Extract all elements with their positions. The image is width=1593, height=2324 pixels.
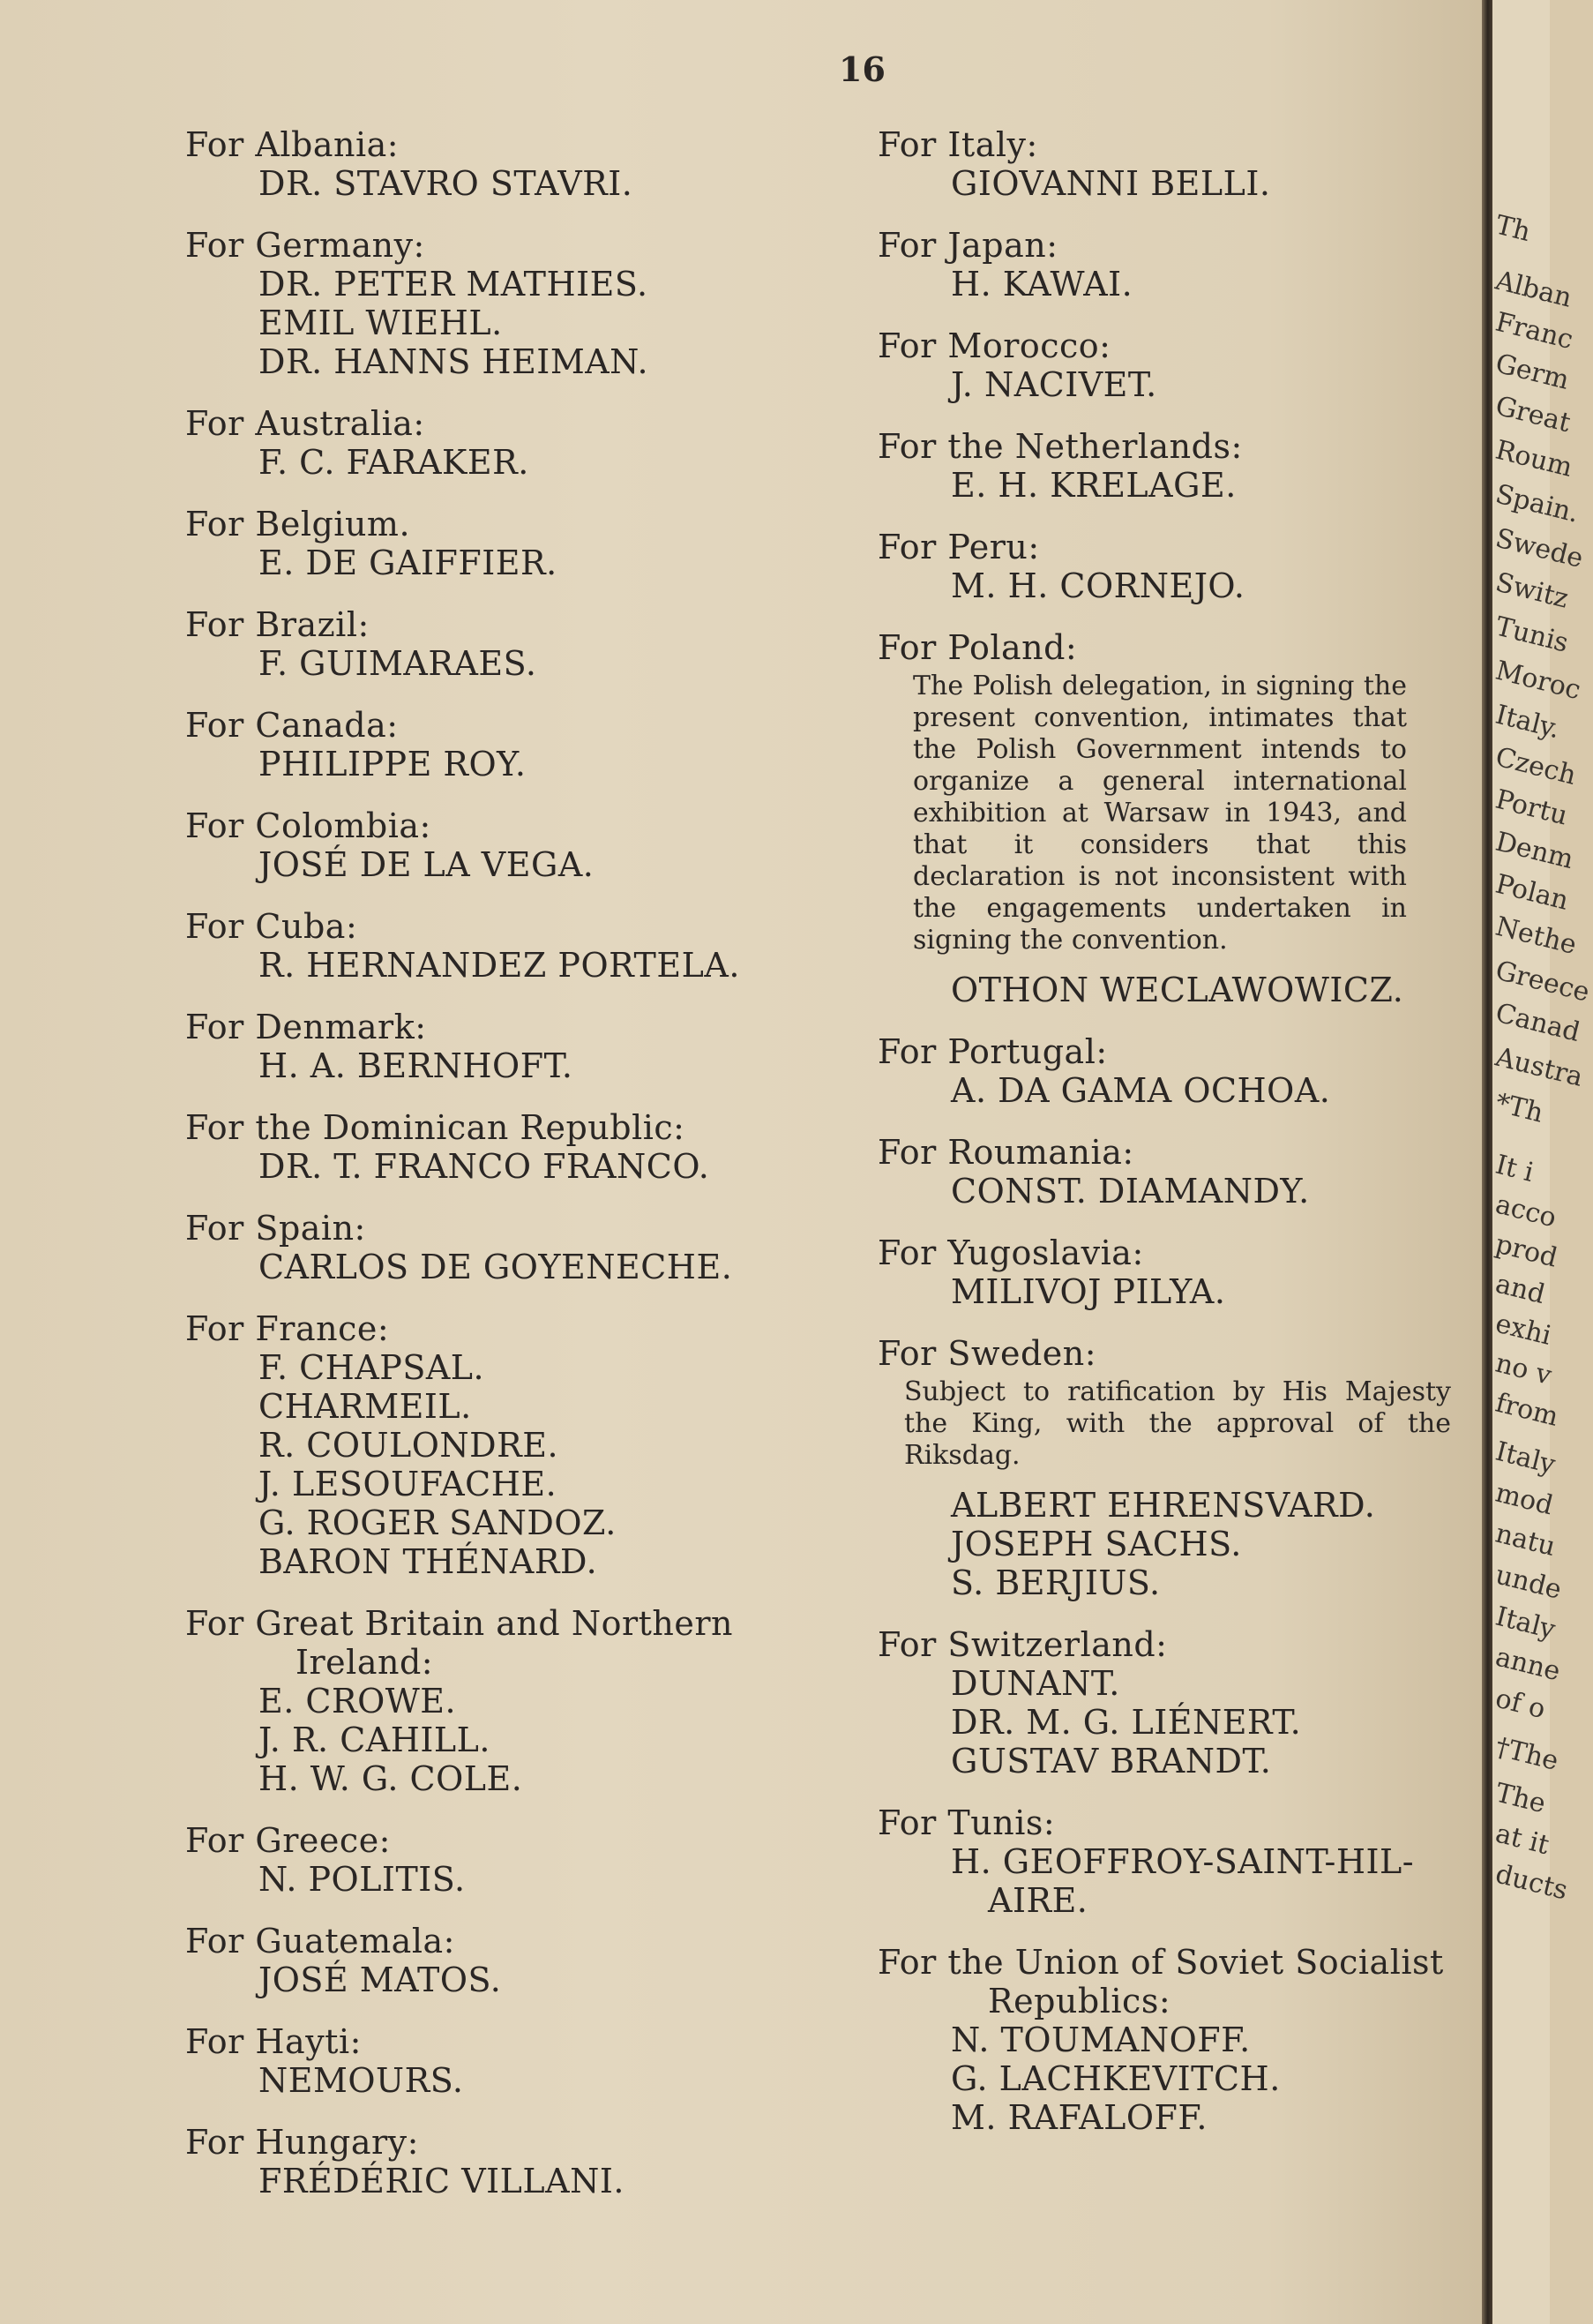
country-heading-continued: Ireland:	[295, 1643, 434, 1682]
signatory-name: DR. PETER MATHIES.	[258, 265, 648, 304]
country-heading: For the Dominican Republic:	[185, 1108, 685, 1147]
signatory-entry	[878, 1625, 1477, 1780]
signatory-name: JOSÉ MATOS.	[258, 1960, 502, 1999]
adjacent-page-text-fragment: Italy	[1492, 1601, 1559, 1646]
country-heading: For Morocco:	[878, 326, 1111, 365]
adjacent-page-text-fragment: at it	[1492, 1818, 1552, 1862]
right-signature-column	[878, 125, 1477, 2160]
country-heading: For Denmark:	[185, 1008, 427, 1046]
adjacent-page-text-fragment: Moroc	[1492, 655, 1584, 707]
signatory-entry	[878, 125, 1477, 203]
signatory-name: FRÉDÉRIC VILLANI.	[258, 2162, 624, 2200]
signatory-name: G. ROGER SANDOZ.	[258, 1503, 617, 1542]
adjacent-page-text-fragment: anne	[1492, 1641, 1564, 1688]
adjacent-page-text-fragment: *Th	[1492, 1087, 1547, 1129]
signatory-name: GIOVANNI BELLI.	[951, 164, 1271, 203]
signatory-entry	[878, 1803, 1477, 1920]
signatory-name: S. BERJIUS.	[951, 1563, 1161, 1602]
signatory-name: DR. STAVRO STAVRI.	[258, 164, 633, 203]
signatory-name: G. LACHKEVITCH.	[951, 2059, 1281, 2098]
signatory-name: E. H. KRELAGE.	[951, 466, 1237, 505]
adjacent-page-text-fragment: prod	[1492, 1228, 1561, 1274]
signatory-entry	[185, 505, 873, 582]
signatory-name: CONST. DIAMANDY.	[951, 1172, 1310, 1211]
adjacent-page-text-fragment: exhi	[1492, 1308, 1555, 1352]
adjacent-page-text-fragment: Austra	[1492, 1041, 1587, 1093]
adjacent-page-text-fragment: Great	[1492, 390, 1574, 439]
adjacent-page-text-fragment: and	[1492, 1268, 1549, 1311]
adjacent-page-text-fragment: mod	[1492, 1477, 1557, 1522]
country-heading: For Roumania:	[878, 1133, 1134, 1172]
signatory-name: CARLOS DE GOYENECHE.	[258, 1248, 733, 1286]
country-heading: For Japan:	[878, 226, 1058, 265]
signatory-entry	[185, 1309, 873, 1581]
signatory-entry	[185, 125, 873, 203]
signatory-entry	[185, 1008, 873, 1085]
country-heading: For Australia:	[185, 404, 425, 443]
signatory-entry	[185, 706, 873, 783]
signatory-name: DR. HANNS HEIMAN.	[258, 342, 649, 381]
signatory-name: OTHON WECLAWOWICZ.	[951, 971, 1404, 1009]
signatory-name: R. COULONDRE.	[258, 1426, 559, 1465]
signatory-name: AIRE.	[988, 1881, 1088, 1920]
adjacent-page-text-fragment: It i	[1492, 1149, 1537, 1188]
signatory-entry	[878, 528, 1477, 605]
signatory-name: CHARMEIL.	[258, 1387, 472, 1426]
signatory-entry	[878, 1943, 1477, 2137]
adjacent-page-text-fragment: Italy.	[1492, 699, 1564, 746]
signatory-entry	[878, 1334, 1477, 1602]
adjacent-page-text-fragment: †The	[1492, 1731, 1562, 1777]
country-heading: For Tunis:	[878, 1803, 1056, 1842]
signatory-name: JOSEPH SACHS.	[951, 1525, 1242, 1563]
adjacent-page-text-fragment: Spain.	[1492, 478, 1582, 529]
signatory-entry	[185, 1922, 873, 1999]
adjacent-page-text-fragment: Roum	[1492, 434, 1576, 484]
country-heading: For Poland:	[878, 628, 1078, 667]
adjacent-page-text-fragment: unde	[1492, 1559, 1565, 1606]
signatory-name: E. CROWE.	[258, 1682, 457, 1721]
country-heading: For Canada:	[185, 706, 399, 745]
country-heading: For Albania:	[185, 125, 400, 164]
signatory-entry	[185, 1209, 873, 1286]
signatory-name: PHILIPPE ROY.	[258, 745, 527, 783]
signatory-entry	[185, 907, 873, 985]
signatory-name: H. KAWAI.	[951, 265, 1133, 304]
left-signature-column	[185, 125, 873, 2223]
signatory-name: F. CHAPSAL.	[258, 1348, 485, 1387]
adjacent-page-text-fragment: no v	[1492, 1347, 1555, 1391]
adjacent-page-text-fragment: Alban	[1492, 265, 1575, 314]
adjacent-page-text-fragment: Th	[1492, 209, 1534, 249]
adjacent-page-text-fragment: Polan	[1492, 868, 1572, 917]
country-heading: For Spain:	[185, 1209, 366, 1248]
signatory-name: R. HERNANDEZ PORTELA.	[258, 946, 740, 985]
signatory-name: J. LESOUFACHE.	[258, 1465, 557, 1503]
country-heading: For Brazil:	[185, 605, 370, 644]
signatory-name: GUSTAV BRANDT.	[951, 1742, 1272, 1780]
adjacent-page-text-fragment: Czech	[1492, 741, 1580, 791]
country-heading: For Italy:	[878, 125, 1038, 164]
signatory-entry	[878, 226, 1477, 304]
country-heading: For the Netherlands:	[878, 427, 1243, 466]
signatory-entry	[878, 628, 1477, 1009]
country-heading: For Germany:	[185, 226, 425, 265]
signatory-name: DUNANT.	[951, 1664, 1120, 1703]
signatory-name: H. GEOFFROY-SAINT-HIL-	[951, 1842, 1415, 1881]
adjacent-page-text-fragment: acco	[1492, 1188, 1559, 1234]
signatory-entry	[185, 1108, 873, 1186]
adjacent-page-text-fragment: natu	[1492, 1518, 1559, 1563]
adjacent-page-text-fragment: Denm	[1492, 826, 1577, 876]
signatory-name: F. GUIMARAES.	[258, 644, 537, 683]
signatory-entry	[878, 1032, 1477, 1110]
country-heading: For Portugal:	[878, 1032, 1108, 1071]
signatory-name: ALBERT EHRENSVARD.	[951, 1486, 1376, 1525]
adjacent-page-edge	[1492, 0, 1593, 2324]
signatory-name: J. NACIVET.	[951, 365, 1157, 404]
signatory-entry	[185, 1604, 873, 1798]
adjacent-page-text-fragment: of o	[1492, 1683, 1549, 1726]
page-number: 16	[839, 49, 886, 89]
signatory-name: EMIL WIEHL.	[258, 304, 503, 342]
adjacent-page-text-fragment: from	[1492, 1387, 1562, 1433]
adjacent-page-text-fragment: Portu	[1492, 783, 1571, 832]
country-heading: For Yugoslavia:	[878, 1233, 1144, 1272]
signatory-entry	[185, 605, 873, 683]
adjacent-page-text-fragment: Italy	[1492, 1436, 1559, 1481]
signatory-name: J. R. CAHILL.	[258, 1721, 490, 1759]
adjacent-page-text-fragment: Tunis	[1492, 611, 1572, 659]
signatory-entry	[185, 2022, 873, 2100]
signatory-name: M. RAFALOFF.	[951, 2098, 1208, 2137]
signatory-name: N. POLITIS.	[258, 1860, 466, 1899]
signatory-entry	[185, 404, 873, 482]
signatory-name: F. C. FARAKER.	[258, 443, 529, 482]
adjacent-page-text-fragment: Switz	[1492, 566, 1572, 615]
signatory-name: A. DA GAMA OCHOA.	[951, 1071, 1331, 1110]
country-heading: For Cuba:	[185, 907, 358, 946]
country-heading: For Belgium.	[185, 505, 411, 544]
adjacent-page-text-fragment: Greece	[1492, 955, 1593, 1008]
book-gutter	[1482, 0, 1492, 2324]
reservation-note: The Polish delegation, in signing the present convention, intimates that the Polish Government intends to organize a general international exhibition at Warsaw in 1943, and that it considers that this declaration is not inconsistent with the engagements undertaken in signing the convention.	[913, 671, 1407, 956]
signatory-entry	[185, 806, 873, 884]
signatory-name: JOSÉ DE LA VEGA.	[258, 845, 595, 884]
country-heading: For France:	[185, 1309, 390, 1348]
signatory-name: DR. M. G. LIÉNERT.	[951, 1703, 1302, 1742]
reservation-note: Subject to ratification by His Majesty the King, with the approval of the Riksdag.	[904, 1376, 1451, 1471]
signatory-entry	[185, 2123, 873, 2200]
country-heading: For Peru:	[878, 528, 1040, 566]
country-heading: For Hungary:	[185, 2123, 419, 2162]
country-heading: For Hayti:	[185, 2022, 362, 2061]
signatory-entry	[878, 326, 1477, 404]
signatory-entry	[185, 226, 873, 381]
country-heading: For Guatemala:	[185, 1922, 455, 1960]
country-heading: For Sweden:	[878, 1334, 1097, 1373]
signatory-name: NEMOURS.	[258, 2061, 464, 2100]
adjacent-page-text-fragment: Franc	[1492, 306, 1576, 356]
country-heading: For Greece:	[185, 1821, 391, 1860]
country-heading: For Switzerland:	[878, 1625, 1168, 1664]
signatory-entry	[878, 1233, 1477, 1311]
country-heading: For Great Britain and Northern	[185, 1604, 733, 1643]
adjacent-page-text-fragment: Nethe	[1492, 911, 1580, 962]
signatory-name: H. A. BERNHOFT.	[258, 1046, 573, 1085]
signatory-name: M. H. CORNEJO.	[951, 566, 1245, 605]
adjacent-page-text-fragment: Canad	[1492, 997, 1583, 1049]
signatory-name: H. W. G. COLE.	[258, 1759, 523, 1798]
adjacent-page-text-fragment: The	[1492, 1777, 1549, 1820]
signatory-name: MILIVOJ PILYA.	[951, 1272, 1226, 1311]
country-heading: For Colombia:	[185, 806, 431, 845]
signatory-entry	[185, 1821, 873, 1899]
signatory-name: BARON THÉNARD.	[258, 1542, 598, 1581]
signatory-entry	[878, 427, 1477, 505]
signatory-name: DR. T. FRANCO FRANCO.	[258, 1147, 710, 1186]
adjacent-page-text-fragment: ducts	[1492, 1858, 1571, 1907]
country-heading-continued: Republics:	[988, 1982, 1171, 2020]
adjacent-page-text-fragment: Swede	[1492, 522, 1587, 574]
country-heading: For the Union of Soviet Socialist	[878, 1943, 1444, 1982]
signatory-name: N. TOUMANOFF.	[951, 2020, 1251, 2059]
signatory-name: E. DE GAIFFIER.	[258, 544, 557, 582]
signatory-entry	[878, 1133, 1477, 1211]
adjacent-page-text-fragment: Germ	[1492, 348, 1573, 396]
